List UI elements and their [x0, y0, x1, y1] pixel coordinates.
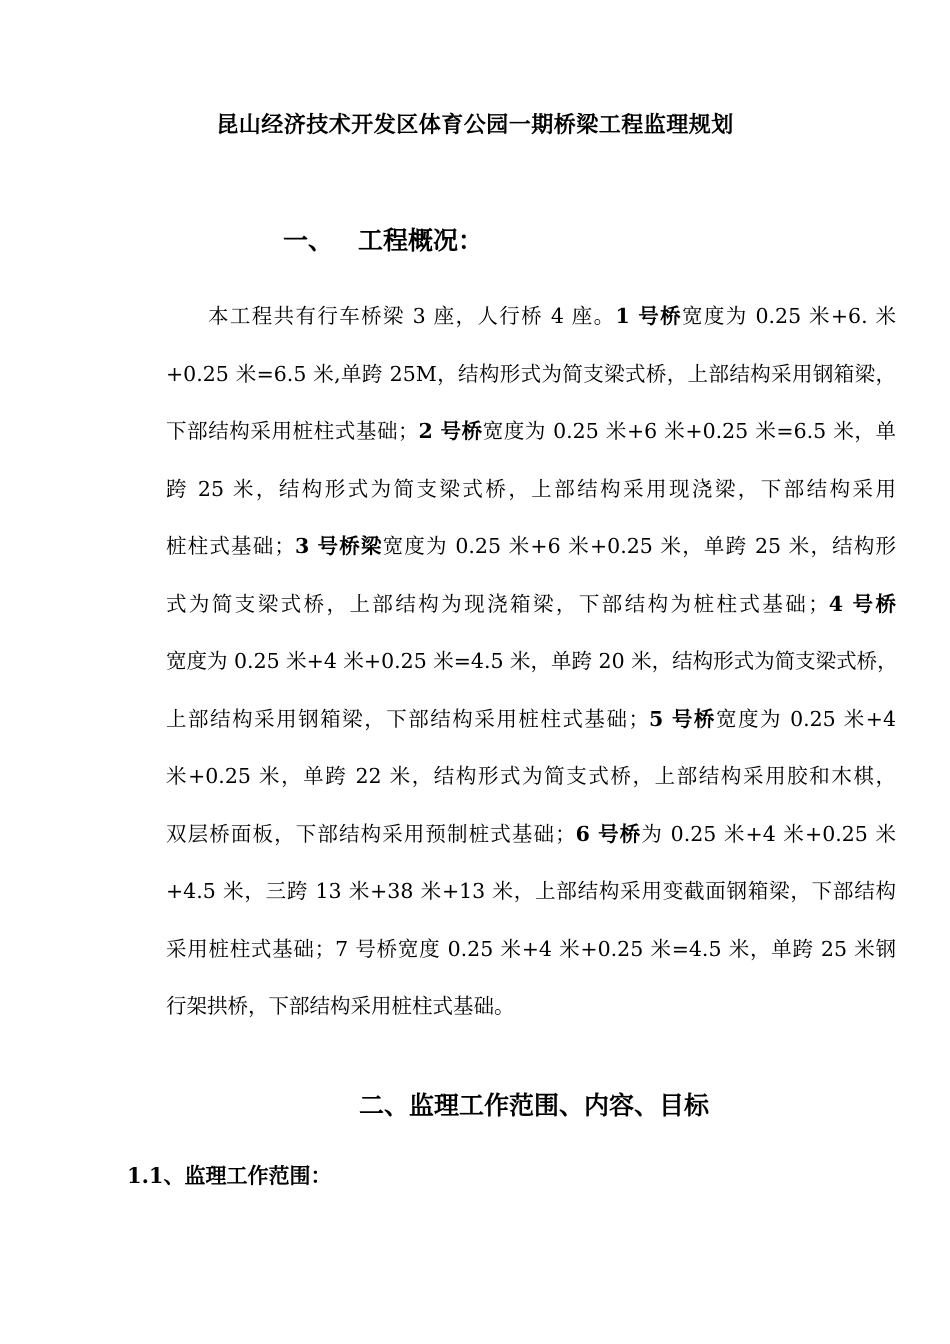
paragraph-line	[166, 921, 896, 979]
bridge-name: 6 号桥	[575, 821, 642, 846]
paragraph-line	[166, 691, 896, 749]
paragraph-line	[166, 806, 896, 864]
text-run: 式为简支梁式桥，上部结构为现浇箱梁，下部结构为桩柱式基础；	[166, 591, 829, 616]
subsection-heading-scope: 1.1、监理工作范围：	[127, 1163, 332, 1188]
document-title: 昆山经济技术开发区体育公园一期桥梁工程监理规划	[216, 112, 734, 138]
bridge-name: 2 号桥	[418, 419, 483, 443]
text-run: 宽度为 0.25 米+4	[715, 706, 897, 731]
bridge-name: 1 号桥	[615, 304, 682, 328]
bridge-name: 4 号桥	[828, 591, 896, 616]
text-run: 宽度为 0.25 米+6 米+0.25 米=6.5 米，单	[482, 419, 897, 443]
paragraph-line	[166, 576, 896, 634]
text-run: 宽度为 0.25 米+6. 米	[682, 304, 896, 328]
bridge-name: 3 号桥梁	[294, 534, 383, 558]
text-run: 米+0.25 米，单跨 22 米，结构形式为简支式桥，上部结构采用胶和木棋，	[166, 764, 896, 788]
paragraph-line	[166, 863, 896, 921]
paragraph-line	[166, 978, 896, 1036]
text-run: +0.25 米=6.5 米,单跨 25M，结构形式为简支梁式桥，上部结构采用钢箱梁，	[166, 361, 896, 386]
section-title: 工程概况：	[358, 226, 484, 255]
section-number: 一、	[283, 226, 334, 255]
section-heading-project-overview	[283, 221, 483, 257]
project-overview-paragraph	[166, 288, 896, 1036]
paragraph-line	[166, 346, 896, 404]
text-run: 双层桥面板，下部结构采用预制桩式基础；	[166, 821, 576, 846]
text-run: 宽度为 0.25 米+6 米+0.25 米，单跨 25 米，结构形	[382, 534, 897, 558]
text-run: 桩柱式基础；	[166, 534, 295, 558]
paragraph-line	[166, 748, 896, 806]
text-run: 跨 25 米，结构形式为简支梁式桥，上部结构采用现浇梁，下部结构采用	[166, 476, 896, 501]
paragraph-line	[166, 633, 896, 691]
text-run: 本工程共有行车桥梁 3 座，人行桥 4 座。	[208, 304, 616, 328]
section-heading-supervision-scope: 二、监理工作范围、内容、目标	[358, 1091, 709, 1120]
text-run: +4.5 米，三跨 13 米+38 米+13 米，上部结构采用变截面钢箱梁，下部结构	[166, 879, 896, 903]
bridge-name: 5 号桥	[648, 706, 716, 731]
text-run: 为 0.25 米+4 米+0.25 米	[641, 821, 896, 846]
text-run: 采用桩柱式基础；7 号桥宽度 0.25 米+4 米+0.25 米=4.5 米，单跨 25 米钢	[166, 936, 896, 961]
paragraph-line	[166, 288, 896, 346]
text-run: 行架拱桥，下部结构采用桩柱式基础。	[166, 994, 515, 1018]
paragraph-line	[166, 518, 896, 576]
paragraph-line	[166, 403, 896, 461]
text-run: 上部结构采用钢箱梁，下部结构采用桩柱式基础；	[166, 706, 649, 731]
text-run: 宽度为 0.25 米+4 米+0.25 米=4.5 米，单跨 20 米，结构形式为简支梁式桥，	[166, 649, 898, 673]
text-run: 下部结构采用桩柱式基础；	[166, 419, 419, 443]
paragraph-line	[166, 461, 896, 519]
